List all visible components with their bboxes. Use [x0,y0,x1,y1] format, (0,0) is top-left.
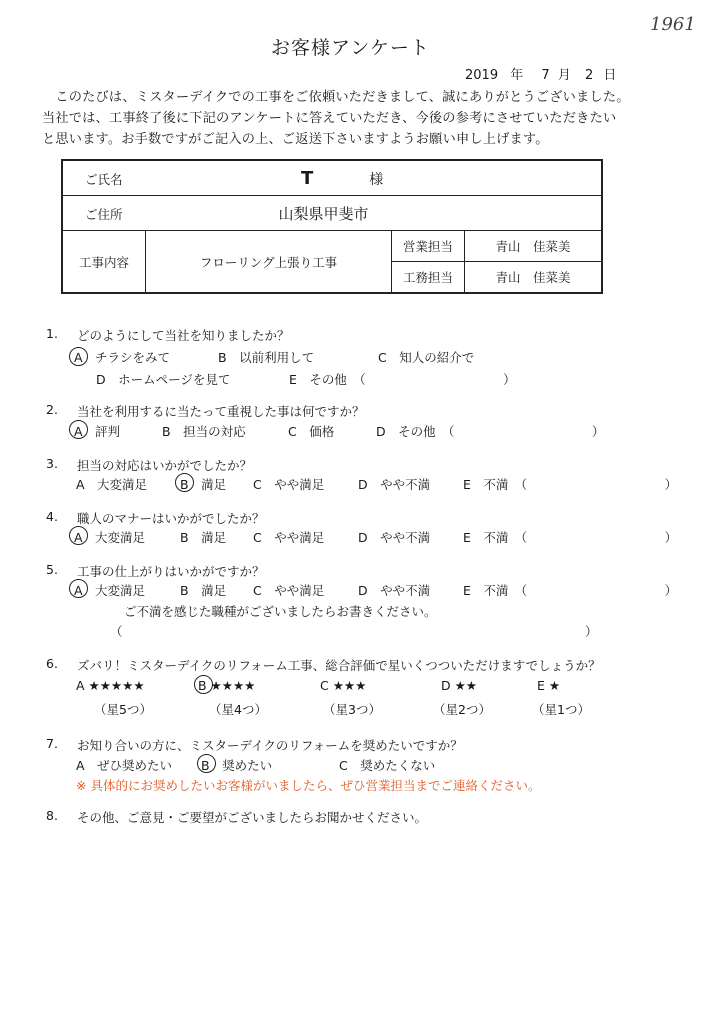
handwritten-number: 1961 [650,14,696,35]
date-day: 2 [584,68,594,83]
q4-option-b[interactable]: B 満足 [180,530,227,545]
intro-line: と思います。お手数ですがご記入の上、ご返送下さいますようお願い申し上げます。 [42,132,549,147]
q2-text: 当社を利用するに当たって重視した事は何ですか？ [77,404,365,419]
q2-option-d[interactable]: D その他 （ ） [376,424,605,439]
q2-option-c[interactable]: C 価格 [288,424,335,439]
q7-option-a[interactable]: A ぜひ奨めたい [76,758,173,773]
q5-option-e[interactable]: E 不満 （ ） [463,583,678,598]
name-row [62,160,602,196]
address-value: 山梨県甲斐市 [278,204,369,223]
q7-note: ※ 具体的にお奨めしたいお客様がいましたら、ぜひ営業担当までご連絡ください。 [76,778,541,793]
construction-value: 青山 佳菜美 [465,262,603,294]
q3-option-e[interactable]: E 不満 （ ） [463,477,678,492]
q1-option-b[interactable]: B 以前利用して [218,350,315,365]
q6-option-d[interactable]: D ★★ [441,678,478,693]
address-row [62,196,602,231]
q6-option-c-sub: （星3つ） [323,702,381,717]
q6-option-b[interactable]: B ★★★★ [198,678,256,693]
name-value: T [300,167,314,189]
q1-option-a[interactable]: A チラシをみて [74,350,171,365]
name-suffix: 様 [369,171,384,188]
q2-option-b[interactable]: B 担当の対応 [162,424,246,439]
q7-option-c[interactable]: C 奨めたくない [339,758,436,773]
q4-option-c[interactable]: C やや満足 [253,530,325,545]
q1-option-d[interactable]: D ホームページを見て [96,372,231,387]
q6-option-a[interactable]: A ★★★★★ [76,678,145,693]
q3-option-a[interactable]: A 大変満足 [76,477,148,492]
date-year-label: 年 [510,68,524,83]
q7-text: お知り合いの方に、ミスターデイクのリフォームを奨めたいですか？ [77,738,463,753]
q3-number: 3. [46,456,58,471]
page-title: お客様アンケート [271,37,430,59]
intro-line: このたびは、ミスターデイクでの工事をご依頼いただきまして、誠にありがとうございました。 [42,90,630,105]
intro-paragraph [42,87,682,150]
q6-option-e[interactable]: E ★ [537,678,561,693]
q6-option-c[interactable]: C ★★★ [320,678,367,693]
q5-text: 工事の仕上がりはいかがですか？ [77,564,265,579]
date-day-label: 日 [603,68,617,83]
q8-number: 8. [46,808,58,823]
q3-option-d[interactable]: D やや不満 [358,477,431,492]
date-month: 7 [541,68,550,83]
q7-number: 7. [46,736,58,751]
sales-label: 営業担当 [392,231,465,262]
q5-option-d[interactable]: D やや不満 [358,583,431,598]
q6-option-d-sub: （星2つ） [433,702,491,717]
q3-option-c[interactable]: C やや満足 [253,477,325,492]
q4-option-d[interactable]: D やや不満 [358,530,431,545]
date-month-label: 月 [557,68,571,83]
sales-value: 青山 佳菜美 [465,231,603,262]
q1-option-e[interactable]: E その他 （ ） [289,372,516,387]
q4-number: 4. [46,509,58,524]
q5-option-c[interactable]: C やや満足 [253,583,325,598]
q4-option-e[interactable]: E 不満 （ ） [463,530,678,545]
q5-sub-text: ご不満を感じた職種がございましたらお書きください。 [124,604,437,619]
q3-option-b[interactable]: B 満足 [180,477,227,492]
q5-number: 5. [46,562,58,577]
construction-label: 工務担当 [392,262,465,294]
q4-option-a[interactable]: A 大変満足 [74,530,146,545]
date [465,64,616,83]
customer-info-table [61,159,603,294]
q1-option-c[interactable]: C 知人の紹介で [378,350,475,365]
work-value: フローリング上張り工事 [146,231,392,294]
address-label: ご住所 [85,206,123,222]
q6-option-a-sub: （星5つ） [94,702,152,717]
q2-option-a[interactable]: A 評判 [74,424,121,439]
q8-text: その他、ご意見・ご要望がございましたらお聞かせください。 [77,810,428,825]
q6-text: ズバリ！ミスターデイクのリフォーム工事、総合評価で星いくつついただけますでしょうか？ [77,658,601,673]
q1-text: どのようにして当社を知りましたか？ [77,328,290,343]
q3-text: 担当の対応はいかがでしたか？ [77,458,253,473]
q5-sub-input[interactable]: （ ） [110,624,598,639]
q6-option-b-sub: （星4つ） [209,702,267,717]
q4-text: 職人のマナーはいかがでしたか？ [77,511,265,526]
q6-option-e-sub: （星1つ） [532,702,590,717]
work-label: 工事内容 [62,231,146,294]
q2-number: 2. [46,402,58,417]
intro-line: 当社では、工事終了後に下記のアンケートに答えていただき、今後の参考にさせていただきたい [42,111,617,126]
q7-option-b[interactable]: B 奨めたい [201,758,273,773]
name-label: ご氏名 [85,171,123,187]
q1-number: 1. [46,326,58,341]
q5-option-a[interactable]: A 大変満足 [74,583,146,598]
date-year: 2019 [465,68,499,83]
q6-number: 6. [46,656,58,671]
q5-option-b[interactable]: B 満足 [180,583,227,598]
